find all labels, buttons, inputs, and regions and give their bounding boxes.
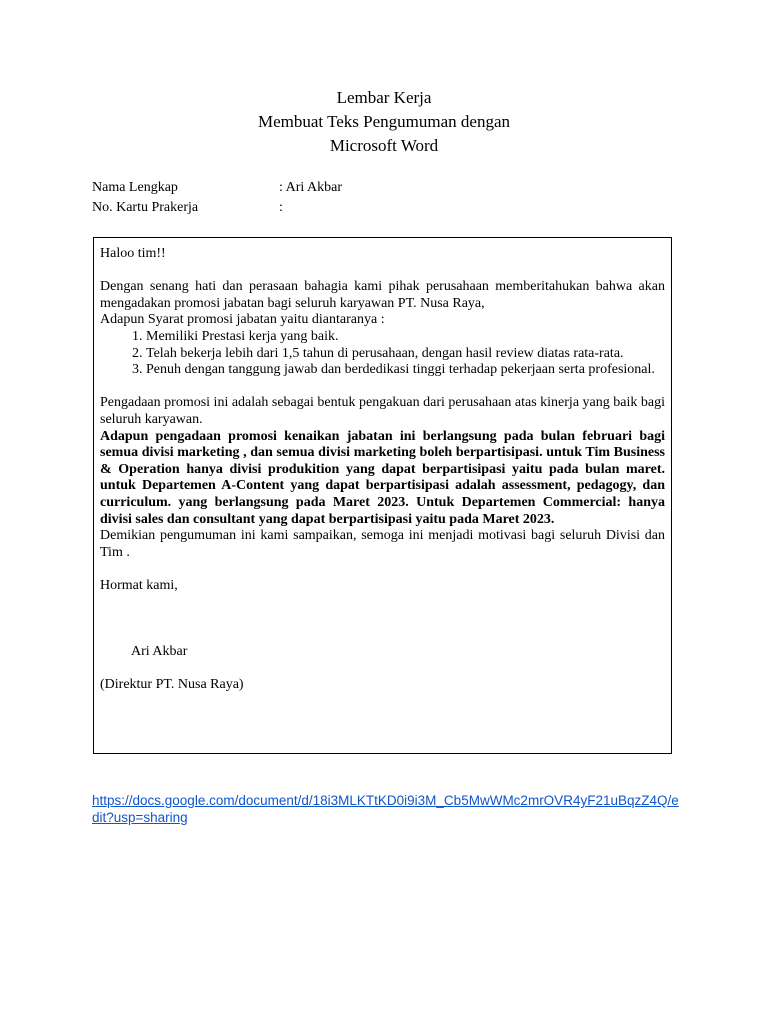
closing-paragraph: Demikian pengumuman ini kami sampaikan, semoga ini menjadi motivasi bagi seluruh Divisi dan Tim . <box>100 528 665 560</box>
name-value: : Ari Akbar <box>279 180 342 195</box>
regards: Hormat kami, <box>100 577 178 593</box>
card-row <box>92 198 283 218</box>
title-line-2: Membuat Teks Pengumuman dengan <box>257 112 511 131</box>
name-label: Nama Lengkap <box>92 180 178 195</box>
card-label: No. Kartu Prakerja <box>92 200 199 215</box>
schedule-paragraph: Adapun pengadaan promosi kenaikan jabatan ini berlangsung pada bulan februari bagi semua divisi marketing , dan semua divisi marketing boleh berpartisipasi. untuk Tim Business & Operation hanya divisi produkition yang dapat berpartisipasi yaitu pada bulan maret. untuk Departemen A-Content yang dapat berpartisipasi adalah assessment, pedagogy, dan curriculum. yang berlangsung pada Maret 2023. Untuk Departemen Commercial: hanya divisi sales dan consultant yang dapat berpartisipasi yaitu pada Maret 2023. <box>100 428 665 527</box>
intro-paragraph: Dengan senang hati dan perasaan bahagia kami pihak perusahaan memberitahukan bahwa akan mengadakan promosi jabatan bagi seluruh karyawan PT. Nusa Raya, <box>100 279 665 311</box>
card-value: : <box>279 200 283 215</box>
announcement-box <box>93 237 672 754</box>
purpose-paragraph: Pengadaan promosi ini adalah sebagai bentuk pengakuan dari perusahaan atas kinerja yang baik bagi seluruh karyawan. <box>100 395 665 427</box>
greeting: Haloo tim!! <box>100 246 166 261</box>
requirements-list <box>100 329 665 379</box>
name-row <box>92 178 342 198</box>
signer-name: Ari Akbar <box>131 644 188 660</box>
list-item: 2. Telah bekerja lebih dari 1,5 tahun di perusahaan, dengan hasil review diatas rata-rata. <box>146 346 665 363</box>
list-item: 1. Memiliki Prestasi kerja yang baik. <box>146 329 665 346</box>
title-line-3: Microsoft Word <box>329 136 439 155</box>
requirements-intro: Adapun Syarat promosi jabatan yaitu diantaranya : <box>100 312 385 328</box>
list-item: 3. Penuh dengan tanggung jawab dan berdedikasi tinggi terhadap pekerjaan serta profesional. <box>146 362 665 379</box>
document-title <box>0 86 768 158</box>
title-line-1: Lembar Kerja <box>336 88 432 107</box>
google-docs-link[interactable]: https://docs.google.com/document/d/18i3MLKTtKD0i9i3M_Cb5MwWMc2mrOVR4yF21uBqzZ4Q/edit?usp=sharing <box>92 793 679 825</box>
signer-title: (Direktur PT. Nusa Raya) <box>100 677 244 693</box>
